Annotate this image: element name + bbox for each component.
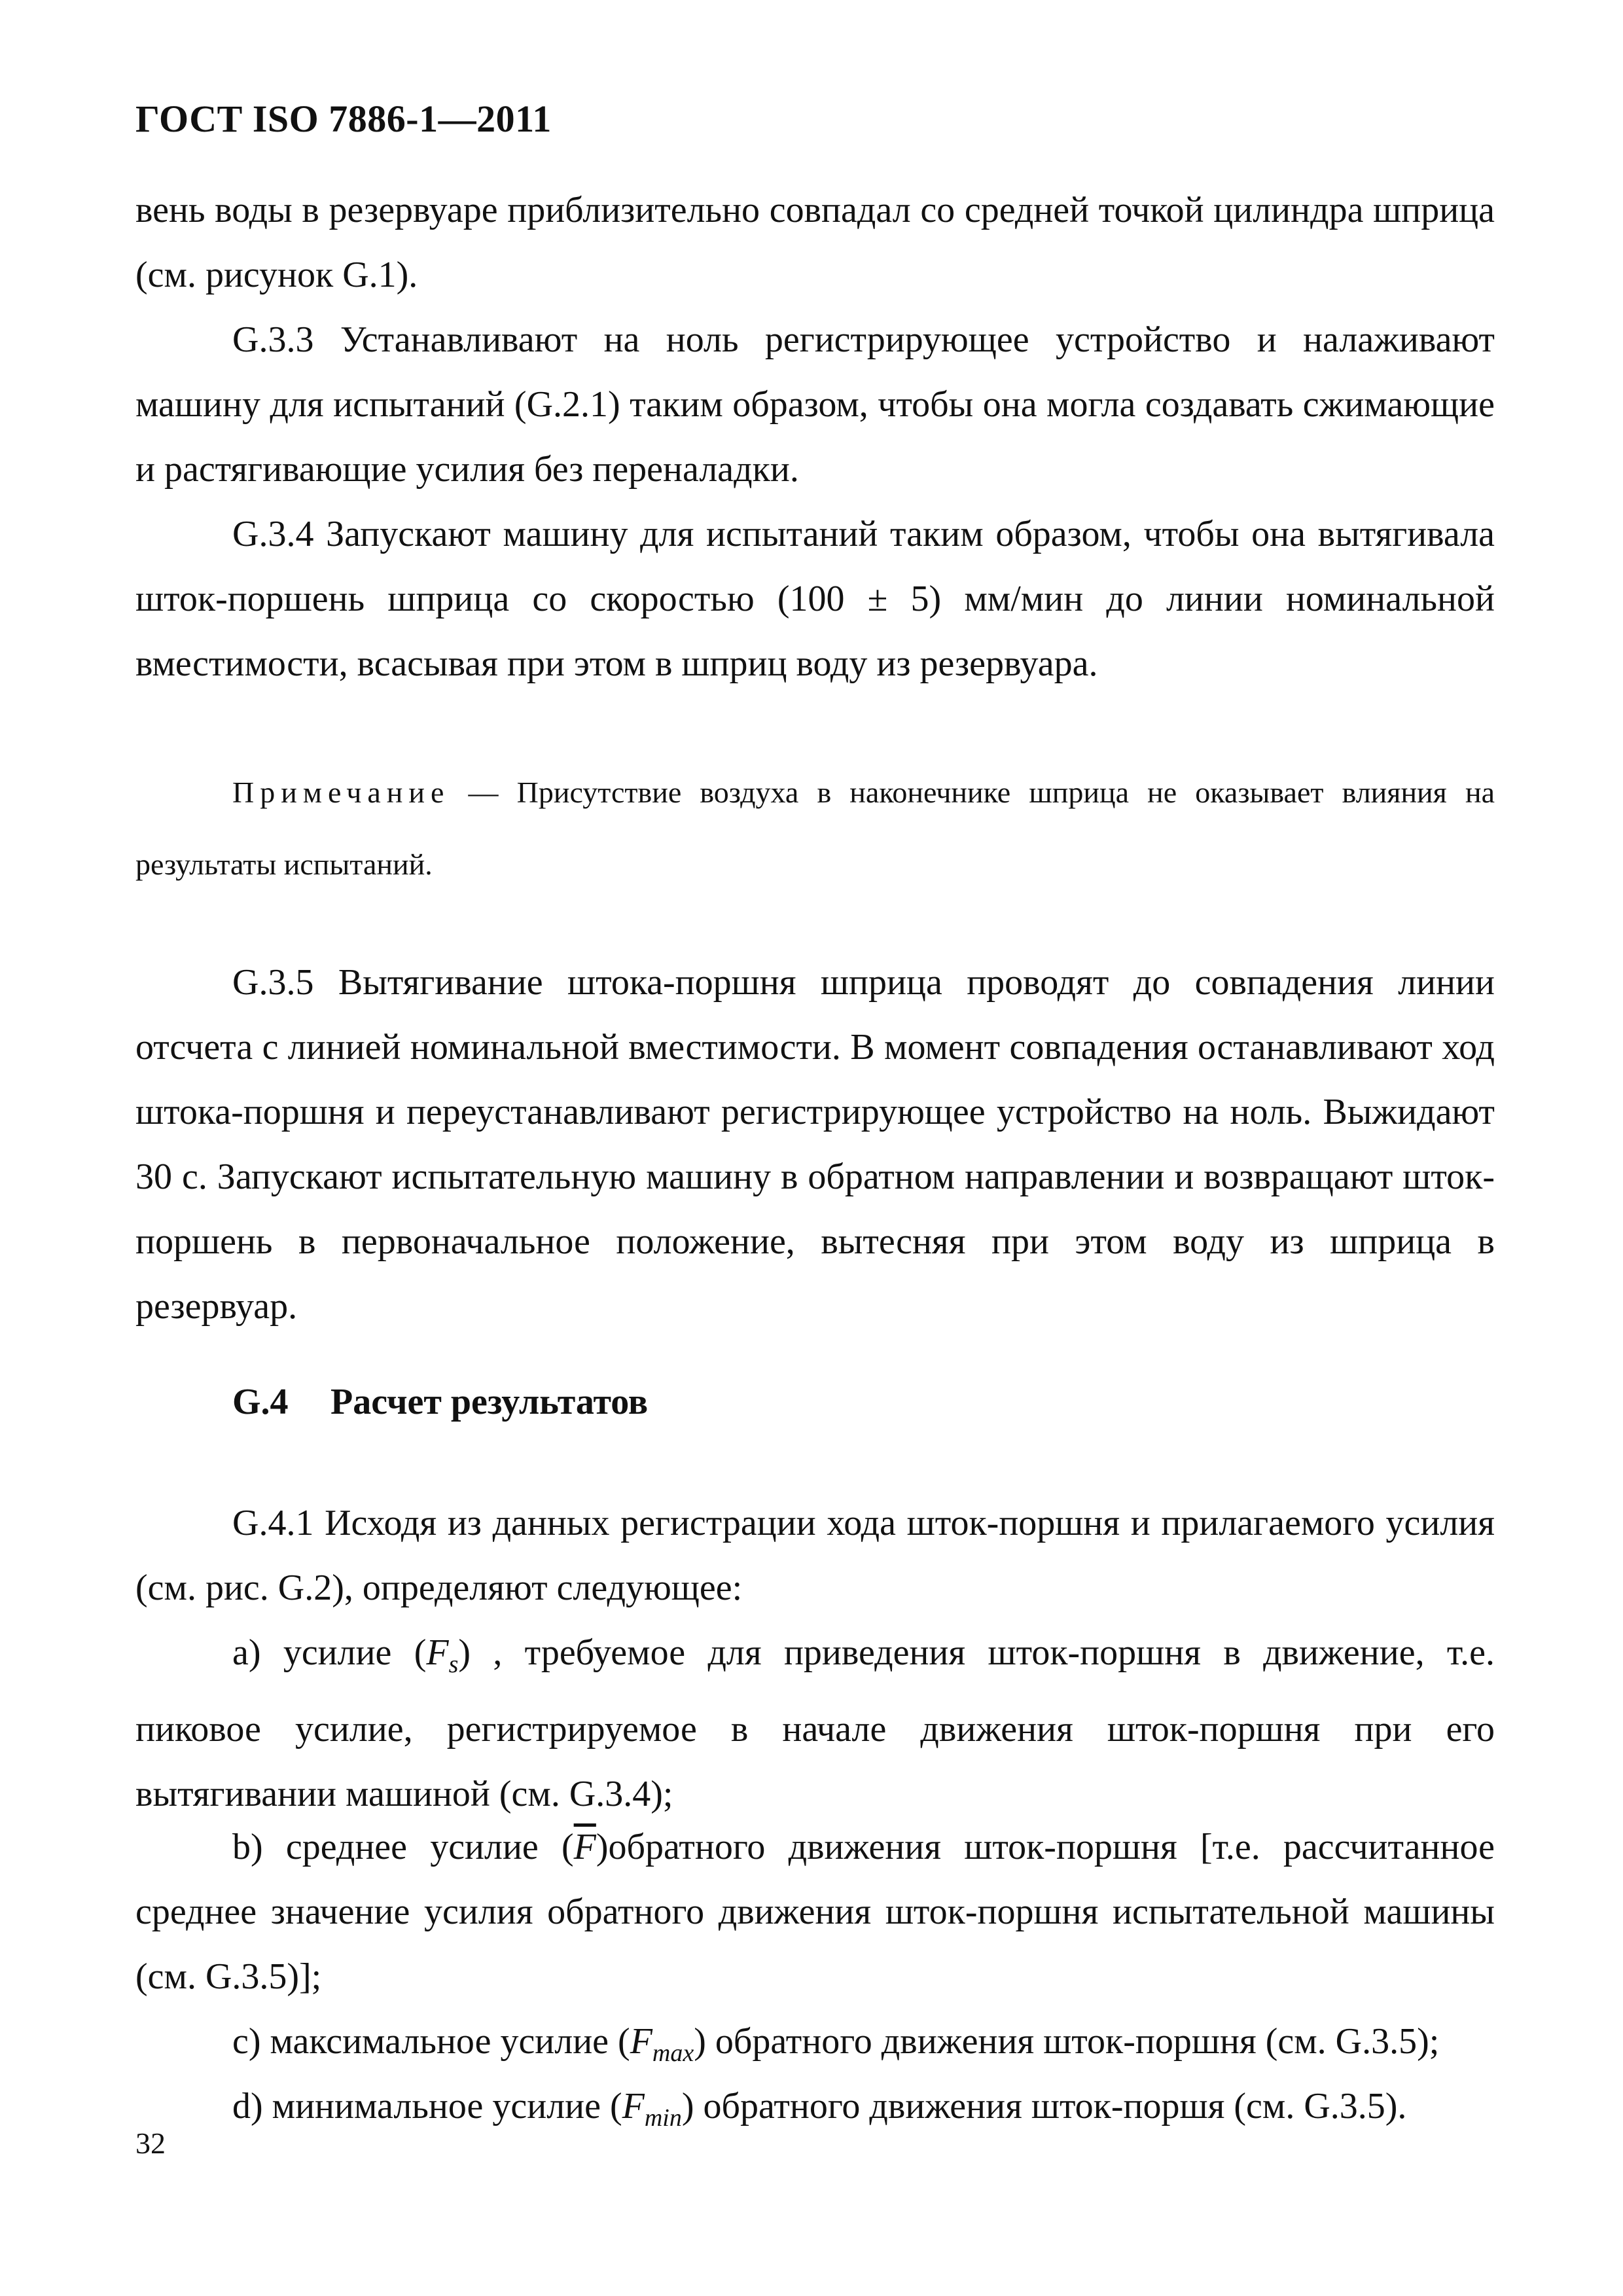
paragraph-g33: G.3.3 Устанавливают на ноль регистрирующее устройство и налаживают машину для испытаний (G.2.1) таким образом, чтобы она могла создавать сжимающие и растягивающие усилия без переналадки.: [135, 319, 1495, 490]
page-number: 32: [135, 2126, 166, 2160]
paragraph-g41: G.4.1 Исходя из данных регистрации хода шток-поршня и прилагаемого усилия (см. рис. G.2), определяют следующее:: [135, 1503, 1495, 1608]
item-b-text: )обратного движения шток-поршня [т.е. рассчитанное среднее значение усилия обратного движения шток-поршня испытательной машины (см. G.3.5)];: [135, 1827, 1495, 1997]
item-d-prefix: d) минимальное усилие (: [232, 2086, 622, 2126]
force-subscript: min: [644, 2104, 682, 2132]
paragraph-g34: G.3.4 Запускают машину для испытаний таким образом, чтобы она вытягивала шток-поршень шприца со скоростью (100 ± 5) мм/мин до линии номинальной вместимости, всасывая при этом в шприц воду из резервуара.: [135, 514, 1495, 684]
item-a-prefix: а) усилие (: [232, 1632, 427, 1673]
list-item-d: [135, 2074, 1495, 2151]
mean-force-symbol: $\overline{F}$: [573, 1827, 596, 1867]
item-d-text: ) обратного движения шток-поршя (см. G.3.5).: [681, 2086, 1407, 2126]
standard-header: ГОСТ ISO 7886-1—2011: [135, 98, 552, 140]
item-b-prefix: b) среднее усилие (: [232, 1827, 574, 1867]
force-symbol: F: [622, 2086, 645, 2126]
force-subscript: max: [652, 2039, 694, 2067]
item-c-prefix: c) максимальное усилие (: [232, 2021, 630, 2062]
list-item-b: [135, 1815, 1495, 2009]
list-item-a: [135, 1621, 1495, 1827]
force-symbol: F: [426, 1632, 449, 1673]
note-text: — Присутствие воздуха в наконечнике шприца не оказывает влияния на результаты испытаний.: [135, 776, 1495, 881]
note: [135, 757, 1495, 901]
section-title: Расчет результатов: [330, 1382, 649, 1422]
paragraph-continuation: вень воды в резервуаре приблизительно совпадал со средней точкой цилиндра шприца (см. рисунок G.1).: [135, 190, 1495, 295]
paragraph-g35: G.3.5 Вытягивание штока-поршня шприца проводят до совпадения линии отсчета с линией номинальной вместимости. В момент совпадения останавливают ход штока-поршня и переустанавливают регистрирующее устройство на ноль. Выжидают 30 с. Запускают испытательную машину в обратном направлении и возвращают шток-поршень в первоначальное положение, вытесняя при этом воду из шприца в резервуар.: [135, 962, 1495, 1327]
section-heading: [232, 1381, 648, 1423]
item-c-text: ) обратного движения шток-поршня (см. G.3.5);: [694, 2021, 1440, 2062]
item-a-text: ) , требуемое для приведения шток-поршня в движение, т.е. пиковое усилие, регистрируемое в начале движения шток-поршня при его вытягивании машиной (см. G.3.4);: [135, 1632, 1495, 1814]
force-subscript: s: [448, 1651, 459, 1678]
note-label: Примечание: [232, 776, 450, 809]
section-number: G.4: [232, 1382, 289, 1422]
force-symbol: F: [630, 2021, 652, 2062]
